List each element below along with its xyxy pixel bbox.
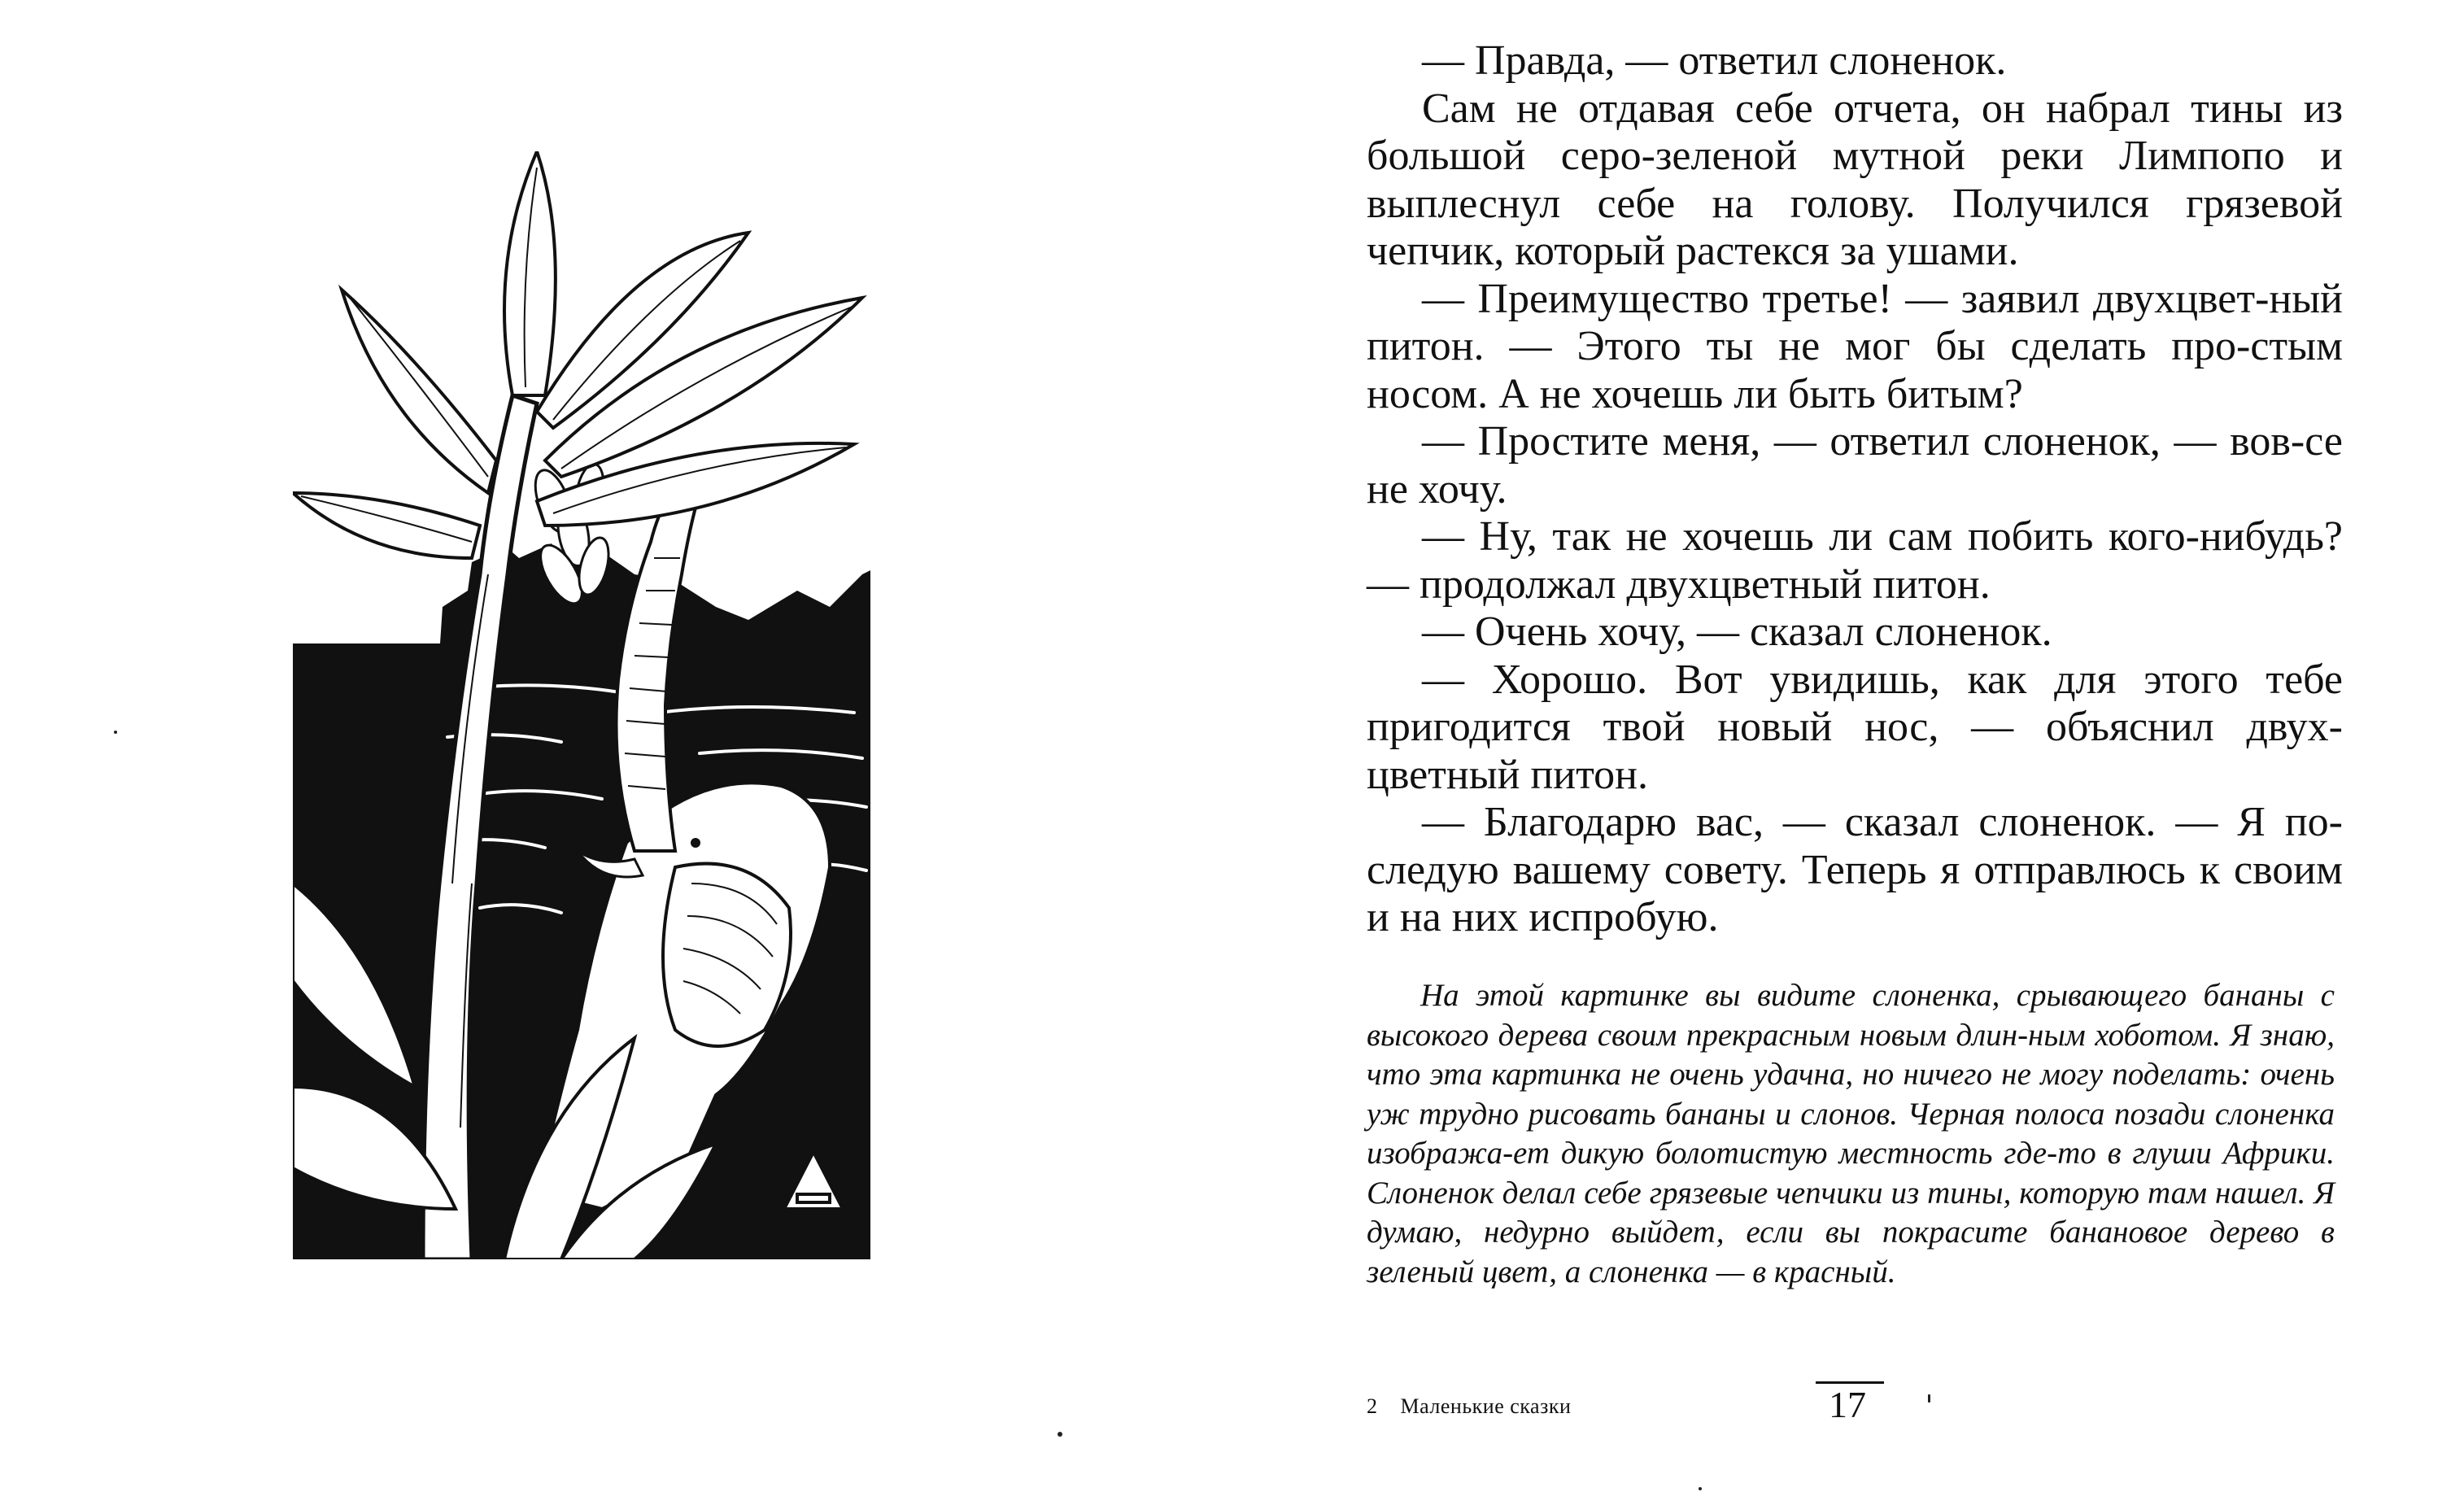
paragraph: — Хорошо. Вот увидишь, как для этого тебе пригодится твой новый нос, — объяснил двух-цветный питон. bbox=[1367, 656, 2343, 798]
signature-mark: 2 bbox=[1367, 1394, 1378, 1418]
paragraph: — Преимущество третье! — заявил двухцвет-ный питон. — Этого ты не мог бы сделать про-стым носом. А не хочешь ли быть битым? bbox=[1367, 275, 2343, 417]
scan-speck bbox=[114, 731, 117, 734]
story-text bbox=[1367, 37, 2343, 942]
paragraph: — Правда, — ответил слоненок. bbox=[1422, 37, 2007, 84]
paragraph: — Простите меня, — ответил слоненок, — вов-се не хочу. bbox=[1367, 418, 2343, 513]
scan-speck bbox=[1699, 1487, 1702, 1490]
page-number: 17 bbox=[1829, 1384, 1866, 1425]
illustration-caption bbox=[1367, 976, 2335, 1292]
book-title: Маленькие сказки bbox=[1400, 1394, 1572, 1418]
paragraph: Сам не отдавая себе отчета, он набрал тины из большой серо-зеленой мутной реки Лимпопо и выплеснул себе на голову. Получился грязевой чепчик, который растекся за ушами. bbox=[1367, 85, 2343, 274]
scan-speck bbox=[1058, 1432, 1062, 1437]
elephant-banana-illustration bbox=[293, 151, 870, 1259]
page-footer bbox=[1367, 1394, 1571, 1419]
scan-speck bbox=[1928, 1394, 1930, 1403]
paragraph: — Ну, так не хочешь ли сам побить кого-нибудь? — продолжал двухцветный питон. bbox=[1367, 513, 2343, 608]
paragraph: — Очень хочу, — сказал слоненок. bbox=[1422, 609, 2052, 655]
paragraph: — Благодарю вас, — сказал слоненок. — Я по-следую вашему совету. Теперь я отправлюсь к своим и на них испробую. bbox=[1367, 799, 2343, 940]
caption-text: На этой картинке вы видите слоненка, срывающего бананы с высокого дерева своим прекрасным новым длин-ным хоботом. Я знаю, что эта картинка не очень удачна, но ничего не могу поделать: очень уж трудно рисовать бананы и слонов. Черная полоса позади слоненка изобража-ет дикую болотистую местность где-то в глуши Африки. Слоненок делал себе грязевые чепчики из тины, которую там нашел. Я думаю, недурно выйдет, если вы покрасите банановое дерево в зеленый цвет, а слоненка — в красный. bbox=[1367, 978, 2335, 1289]
